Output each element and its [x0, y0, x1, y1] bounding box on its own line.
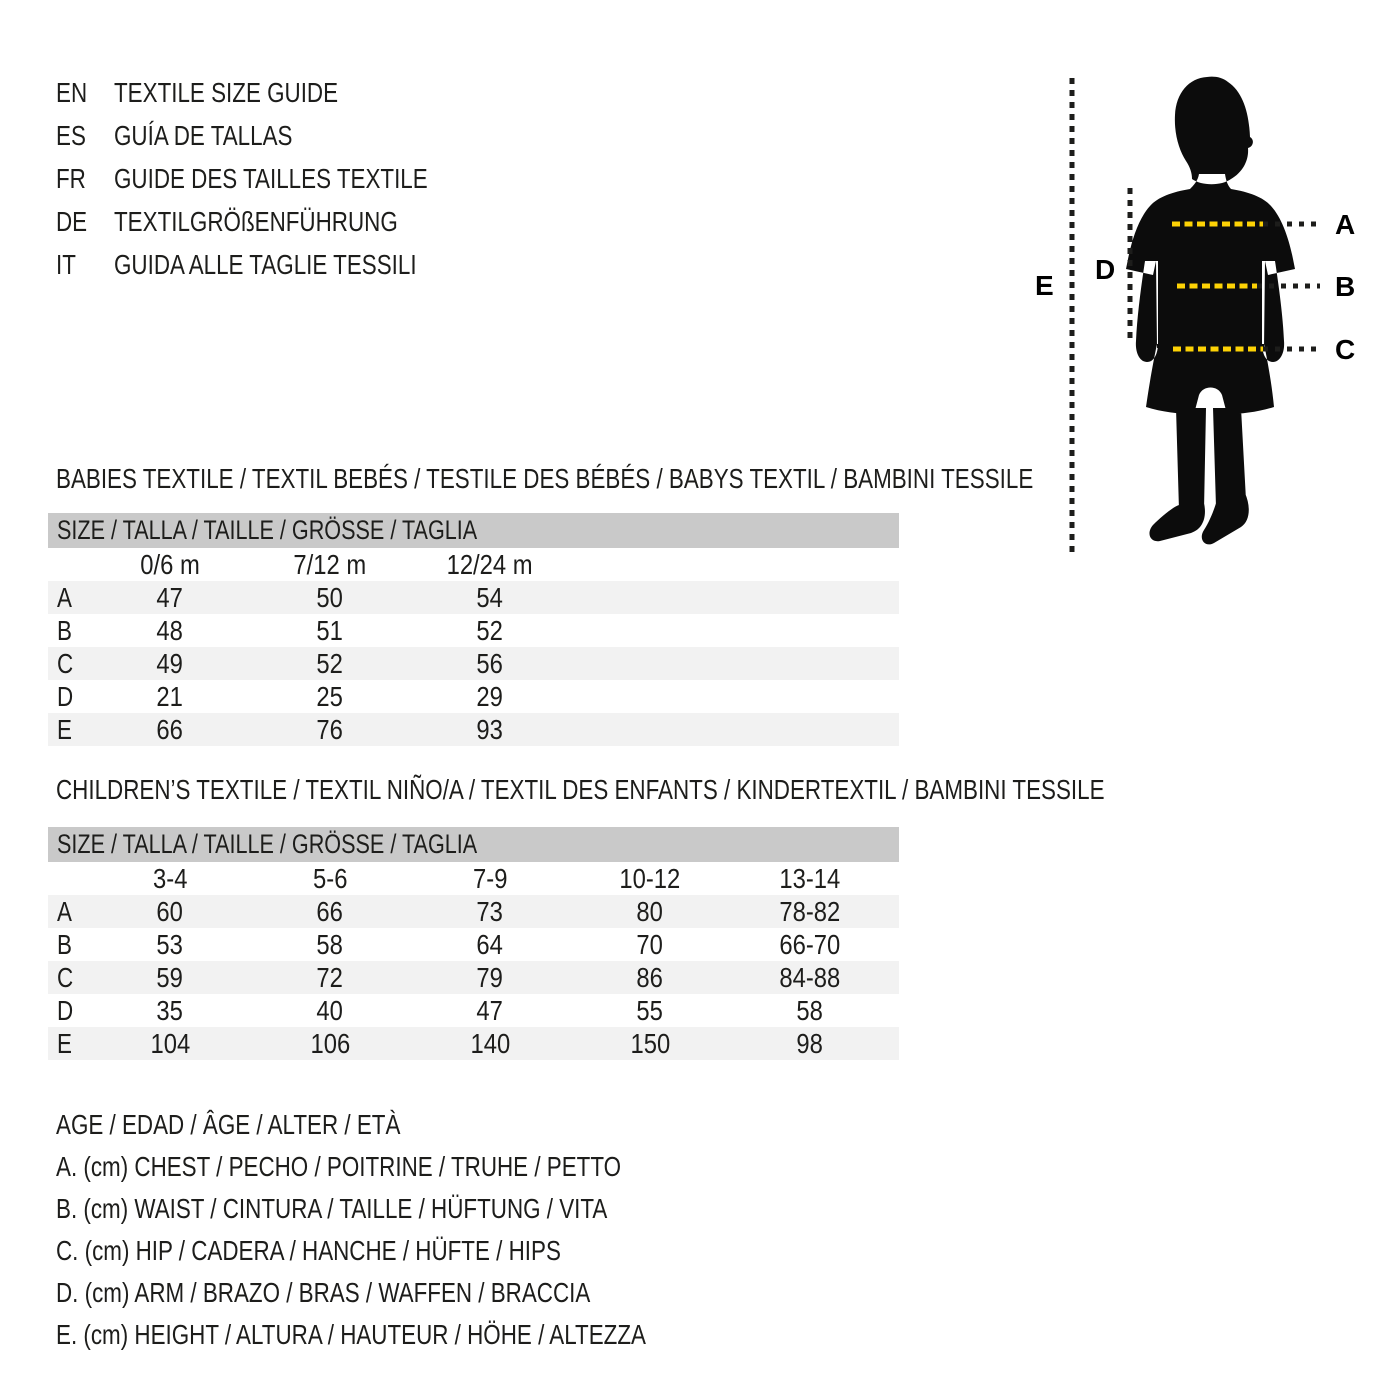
cell-value: 50 [316, 582, 344, 613]
cell-value: 98 [796, 1028, 824, 1059]
children-row-e [48, 1027, 899, 1060]
legend-item-arm: D. (cm) ARM / BRAZO / BRAS / WAFFEN / BRACCIA [56, 1277, 591, 1308]
column-header: 3-4 [152, 863, 188, 894]
row-label: A [57, 582, 72, 613]
cell-value: 72 [316, 962, 344, 993]
cell-value: 56 [476, 648, 504, 679]
column-header: 13-14 [779, 863, 841, 894]
cell-value: 40 [316, 995, 344, 1026]
cell-value: 53 [156, 929, 184, 960]
babies-row-e [48, 713, 899, 746]
row-label: C [57, 648, 74, 679]
cell-value: 54 [476, 582, 504, 613]
row-label: E [57, 714, 72, 745]
babies-row-c [48, 647, 899, 680]
cell-value: 76 [316, 714, 344, 745]
size-header-bar: SIZE / TALLA / TAILLE / GRÖSSE / TAGLIA [48, 827, 899, 862]
cell-value: 29 [476, 681, 504, 712]
cell-value: 60 [156, 896, 184, 927]
legend-item-height: E. (cm) HEIGHT / ALTURA / HAUTEUR / HÖHE / ALTEZZA [56, 1319, 646, 1350]
cell-value: 58 [796, 995, 824, 1026]
row-label: C [57, 962, 74, 993]
cell-value: 58 [316, 929, 344, 960]
figure-label-c: C [1335, 334, 1356, 365]
column-header: 7/12 m [293, 549, 367, 580]
language-title: TEXTILE SIZE GUIDE [114, 77, 339, 108]
cell-value: 64 [476, 929, 504, 960]
legend-age-line: AGE / EDAD / ÂGE / ALTER / ETÀ [56, 1109, 401, 1140]
babies-section-title: BABIES TEXTILE / TEXTIL BEBÉS / TESTILE DES BÉBÉS / BABYS TEXTIL / BAMBINI TESSILE [56, 463, 1034, 494]
language-title: GUIDE DES TAILLES TEXTILE [114, 163, 428, 194]
figure-label-b: B [1335, 271, 1356, 302]
babies-row-a [48, 581, 899, 614]
column-header: 7-9 [472, 863, 508, 894]
language-code: IT [56, 249, 76, 280]
cell-value: 49 [156, 648, 184, 679]
language-title: TEXTILGRÖßENFÜHRUNG [114, 206, 398, 237]
cell-value: 66 [316, 896, 344, 927]
cell-value: 25 [316, 681, 344, 712]
babies-size-table [48, 513, 899, 746]
cell-value: 47 [156, 582, 184, 613]
row-label: D [57, 995, 74, 1026]
cell-value: 140 [470, 1028, 510, 1059]
cell-value: 35 [156, 995, 184, 1026]
column-header: 12/24 m [446, 549, 533, 580]
column-header: 0/6 m [140, 549, 200, 580]
cell-value: 48 [156, 615, 184, 646]
cell-value: 52 [476, 615, 504, 646]
language-code: ES [56, 120, 86, 151]
cell-value: 70 [636, 929, 664, 960]
cell-value: 78-82 [779, 896, 841, 927]
cell-value: 79 [476, 962, 504, 993]
babies-column-header-row [48, 548, 899, 581]
row-label: B [57, 615, 72, 646]
children-row-b [48, 928, 899, 961]
children-row-a [48, 895, 899, 928]
legend-item-waist: B. (cm) WAIST / CINTURA / TAILLE / HÜFTUNG / VITA [56, 1193, 608, 1224]
legend-item-hip: C. (cm) HIP / CADERA / HANCHE / HÜFTE / HIPS [56, 1235, 561, 1266]
row-label: B [57, 929, 72, 960]
language-code: FR [56, 163, 86, 194]
cell-value: 52 [316, 648, 344, 679]
babies-row-d [48, 680, 899, 713]
language-row-de [56, 200, 506, 243]
language-code: EN [56, 77, 88, 108]
cell-value: 55 [636, 995, 664, 1026]
cell-value: 73 [476, 896, 504, 927]
language-row-en [56, 71, 506, 114]
cell-value: 66 [156, 714, 184, 745]
babies-row-b [48, 614, 899, 647]
children-row-c [48, 961, 899, 994]
language-title: GUIDA ALLE TAGLIE TESSILI [114, 249, 417, 280]
cell-value: 59 [156, 962, 184, 993]
children-section-title: CHILDREN’S TEXTILE / TEXTIL NIÑO/A / TEXTIL DES ENFANTS / KINDERTEXTIL / BAMBINI TESSILE [56, 774, 1105, 805]
row-label: A [57, 896, 72, 927]
size-header-bar: SIZE / TALLA / TAILLE / GRÖSSE / TAGLIA [48, 513, 899, 548]
cell-value: 84-88 [779, 962, 841, 993]
row-label: E [57, 1028, 72, 1059]
language-code: DE [56, 206, 88, 237]
language-row-es [56, 114, 506, 157]
figure-label-d: D [1095, 254, 1116, 285]
language-row-it [56, 243, 506, 286]
cell-value: 51 [316, 615, 344, 646]
cell-value: 86 [636, 962, 664, 993]
language-row-fr [56, 157, 506, 200]
figure-label-a: A [1335, 209, 1356, 240]
figure-label-e: E [1035, 270, 1054, 301]
cell-value: 150 [630, 1028, 670, 1059]
column-header: 10-12 [619, 863, 681, 894]
cell-value: 21 [156, 681, 184, 712]
cell-value: 66-70 [779, 929, 841, 960]
language-list [56, 71, 506, 286]
children-row-d [48, 994, 899, 1027]
legend-item-chest: A. (cm) CHEST / PECHO / POITRINE / TRUHE / PETTO [56, 1151, 622, 1182]
cell-value: 80 [636, 896, 664, 927]
language-title: GUÍA DE TALLAS [114, 120, 293, 151]
row-label: D [57, 681, 74, 712]
measurement-legend [56, 1104, 793, 1356]
cell-value: 106 [310, 1028, 350, 1059]
cell-value: 47 [476, 995, 504, 1026]
column-header: 5-6 [312, 863, 348, 894]
cell-value: 93 [476, 714, 504, 745]
children-column-header-row [48, 862, 899, 895]
children-size-table [48, 827, 899, 1060]
cell-value: 104 [150, 1028, 190, 1059]
